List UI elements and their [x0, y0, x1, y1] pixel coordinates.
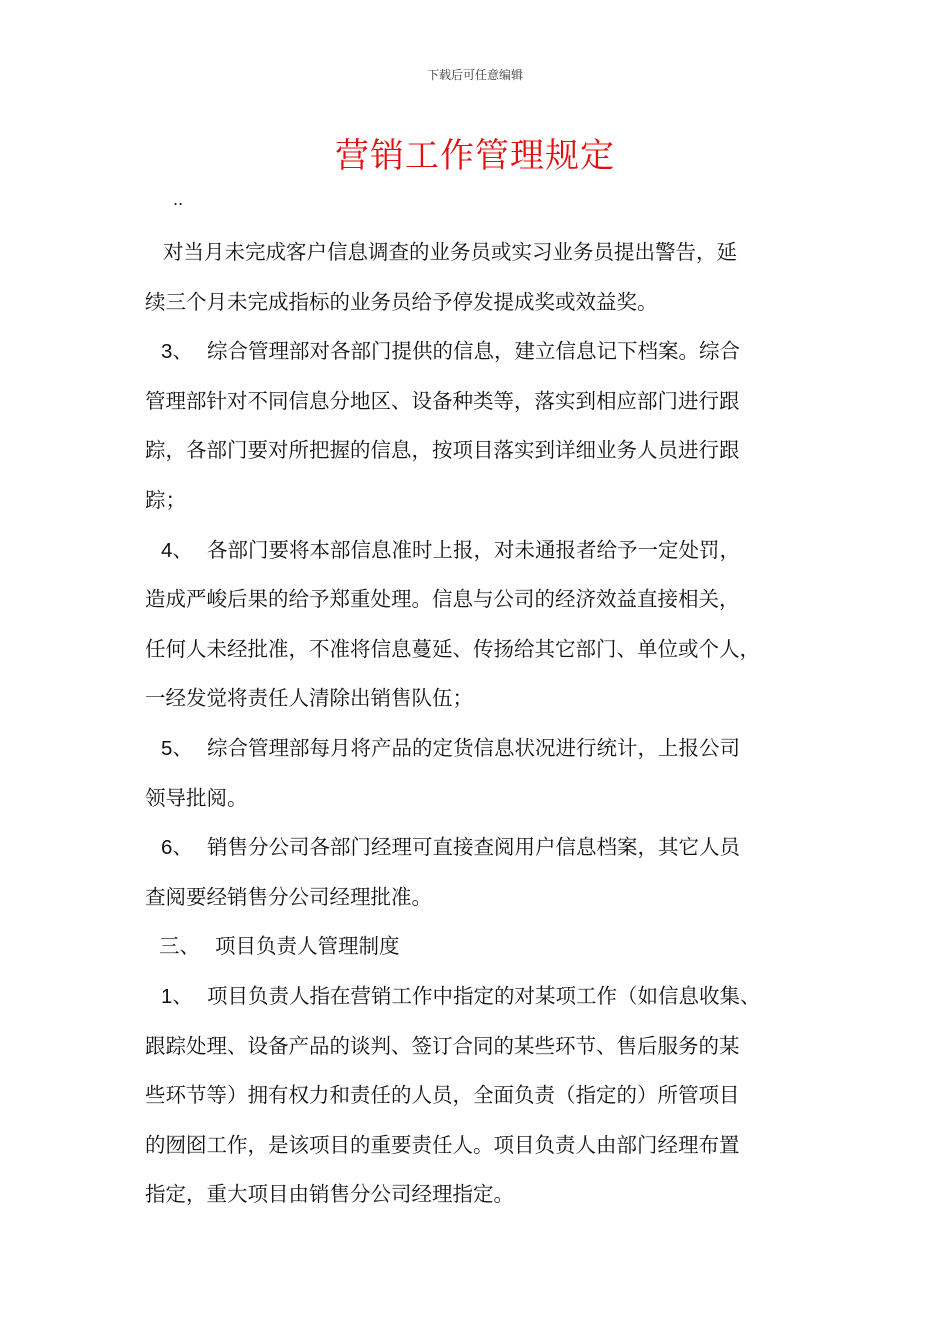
item-number-separator: 、 [172, 984, 193, 1008]
text-line: 对当月未完成客户信息调查的业务员或实习业务员提出警告，延 [163, 240, 737, 264]
ellipsis-marker: .. [173, 190, 184, 209]
item-number-separator: 、 [172, 736, 193, 760]
section-title: 项目负责人管理制度 [215, 934, 400, 959]
item-number-digit: 1 [161, 984, 173, 1008]
numbered-item-5 [145, 724, 825, 774]
text-line: 管理部针对不同信息分地区、设备种类等，落实到相应部门进行跟 [145, 388, 740, 413]
text-line: 一经发觉将责任人清除出销售队伍； [145, 686, 473, 711]
item-number [161, 526, 207, 576]
item-number [161, 972, 207, 1022]
item-number [161, 823, 207, 873]
numbered-item-1 [145, 972, 825, 1022]
section-heading-3 [145, 922, 825, 972]
item-text: 销售分公司各部门经理可直接查阅用户信息档案，其它人员 [207, 835, 740, 860]
numbered-item-3 [145, 327, 825, 377]
page-header-note: 下载后可任意编辑 [426, 68, 523, 82]
text-line: 的囫囵工作，是该项目的重要责任人。项目负责人由部门经理布置 [145, 1132, 740, 1157]
item-number-separator: 、 [172, 538, 193, 562]
section-number: 三、 [159, 934, 200, 959]
item-number-digit: 3 [161, 340, 173, 364]
text-line: 踪； [145, 487, 186, 512]
item-number-digit: 5 [161, 736, 173, 760]
text-line: 任何人未经批准，不准将信息蔓延、传扬给其它部门、单位或个人， [145, 636, 760, 661]
document-body [145, 228, 825, 1220]
item-number [161, 724, 207, 774]
text-line: 领导批阅。 [145, 785, 248, 810]
item-text: 各部门要将本部信息准时上报，对未通报者给予一定处罚， [207, 537, 740, 562]
text-line: 指定，重大项目由销售分公司经理指定。 [145, 1182, 514, 1207]
text-line: 踪，各部门要对所把握的信息，按项目落实到详细业务人员进行跟 [145, 438, 740, 463]
text-line: 些环节等）拥有权力和责任的人员，全面负责（指定的）所管项目 [145, 1083, 740, 1108]
item-text: 综合管理部每月将产品的定货信息状况进行统计，上报公司 [207, 735, 740, 760]
text-line: 续三个月未完成指标的业务员给予停发提成奖或效益奖。 [145, 289, 658, 314]
text-line: 跟踪处理、设备产品的谈判、签订合同的某些环节、售后服务的某 [145, 1033, 740, 1058]
numbered-item-6 [145, 823, 825, 873]
item-number-separator: 、 [172, 836, 193, 860]
item-text: 项目负责人指在营销工作中指定的对某项工作（如信息收集、 [207, 983, 761, 1008]
text-line: 查阅要经销售分公司经理批准。 [145, 884, 432, 909]
item-number-separator: 、 [172, 340, 193, 364]
text-line: 造成严峻后果的给予郑重处理。信息与公司的经济效益直接相关， [145, 587, 740, 612]
document-title: 营销工作管理规定 [335, 136, 615, 176]
item-number-digit: 6 [161, 836, 173, 860]
item-number-digit: 4 [161, 538, 173, 562]
item-text: 综合管理部对各部门提供的信息，建立信息记下档案。综合 [207, 339, 740, 364]
numbered-item-4 [145, 526, 825, 576]
item-number [161, 327, 207, 377]
